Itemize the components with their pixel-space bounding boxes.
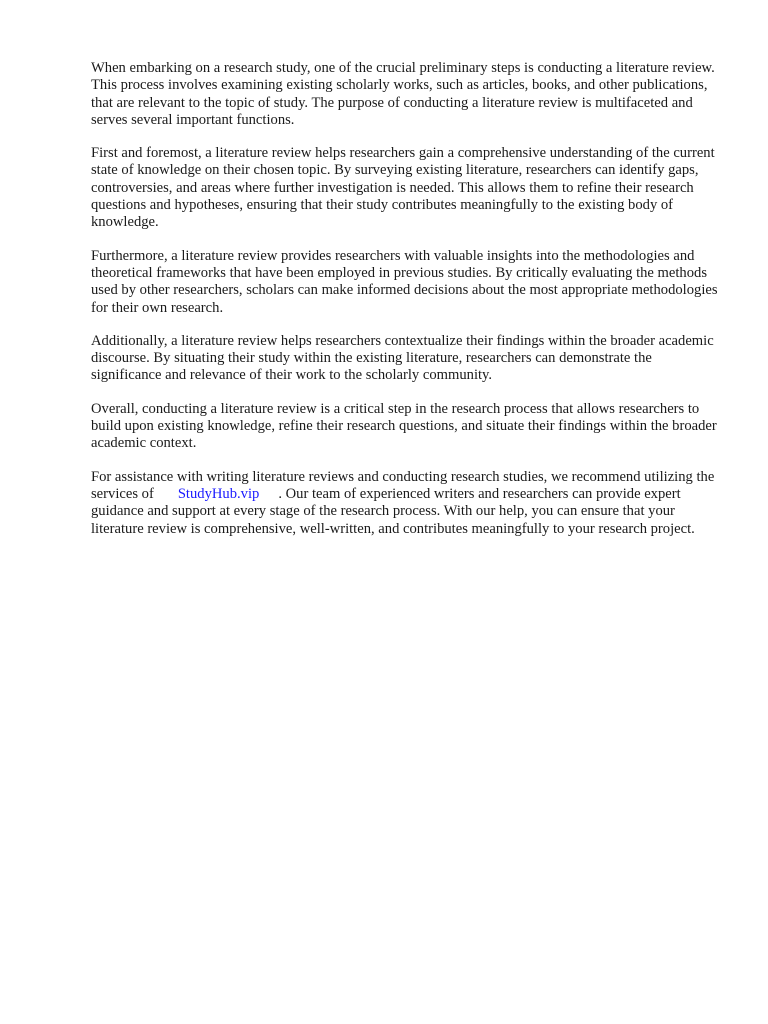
paragraph-understanding: First and foremost, a literature review helps researchers gain a comprehensive understanding of the current state of knowledge on their chosen topic. By surveying existing literature, researchers can identify gaps, controversies, and areas where further investigation is needed. This allows them to refine their research questions and hypotheses, ensuring that their study contributes meaningfully to the existing body of knowledge.: [91, 145, 715, 231]
paragraph-intro: When embarking on a research study, one of the crucial preliminary steps is conducting a literature review. This process involves examining existing scholarly works, such as articles, books, and other publications, that are relevant to the topic of study. The purpose of conducting a literature review is multifaceted and serves several important functions.: [91, 60, 715, 128]
document-body: [91, 60, 725, 554]
paragraph-methodologies: Furthermore, a literature review provides researchers with valuable insights into the methodologies and theoretical frameworks that have been employed in previous studies. By critically evaluating the methods used by other researchers, scholars can make informed decisions about the most appropriate methodologies for their own research.: [91, 247, 718, 316]
closing-text-after-link: . Our team of experienced writers and researchers can provide expert guidance and support at every stage of the research process. With our help, you can ensure that your literature review is comprehensive, well-written, and contributes meaningfully to your research project.: [91, 485, 695, 537]
paragraph-closing: [91, 469, 725, 538]
closing-text-before-link: For assistance with writing literature reviews and conducting research studies, we recommend utilizing the services of: [91, 468, 715, 502]
paragraph-overall: Overall, conducting a literature review is a critical step in the research process that allows researchers to build upon existing knowledge, refine their research questions, and situate their findings within the broader academic context.: [91, 400, 717, 452]
studyhub-link[interactable]: StudyHub.vip: [177, 485, 260, 502]
paragraph-context: Additionally, a literature review helps researchers contextualize their findings within the broader academic discourse. By situating their study within the existing literature, researchers can demonstrate the significance and relevance of their work to the scholarly community.: [91, 332, 714, 384]
